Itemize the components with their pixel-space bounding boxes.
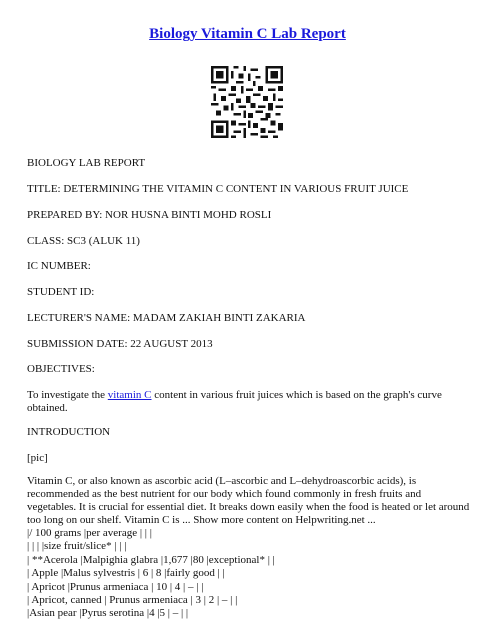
objective-text-after: content in various fruit juices which is based on the graph's curve obtained.: [27, 389, 442, 414]
table-row: |Asian pear |Pyrus serotina |4 |5 | – | |: [27, 607, 189, 620]
table-row: | | | |size fruit/slice* | | |: [27, 540, 127, 553]
objective-text-before: To investigate the: [27, 389, 108, 401]
vitamin-c-link[interactable]: vitamin C: [107, 389, 152, 401]
document-title[interactable]: Biology Vitamin C Lab Report: [149, 26, 346, 42]
objective-paragraph: [27, 389, 471, 415]
report-type-heading: BIOLOGY LAB REPORT: [27, 157, 146, 169]
ic-number-line: IC NUMBER:: [27, 260, 91, 272]
lecturer-line: LECTURER'S NAME: MADAM ZAKIAH BINTI ZAKARIA: [27, 312, 306, 324]
submission-date-line: SUBMISSION DATE: 22 AUGUST 2013: [27, 338, 213, 350]
report-title-line: TITLE: DETERMINING THE VITAMIN C CONTENT IN VARIOUS FRUIT JUICE: [27, 183, 409, 195]
prepared-by-line: PREPARED BY: NOR HUSNA BINTI MOHD ROSLI: [27, 209, 272, 221]
table-row: | Apple |Malus sylvestris | 6 | 8 |fairly good | |: [27, 567, 225, 580]
table-row: | Apricot, canned | Prunus armeniaca | 3 | 2 | – | |: [27, 594, 238, 607]
introduction-heading: INTRODUCTION: [27, 426, 111, 438]
objectives-heading: OBJECTIVES:: [27, 363, 95, 375]
table-row: |/ 100 grams |per average | | |: [27, 527, 152, 539]
picture-placeholder: [pic]: [27, 452, 48, 464]
introduction-paragraph: Vitamin C, or also known as ascorbic acid (L–ascorbic and L–dehydroascorbic acids), is recommended as the best nutrient for our body which found commonly in fresh fruits and vegetables. It is crucial for essential diet. It breaks down easily when the food is heated or let around too long on our shelf. Vitamin C is ... Show more content on Helpwriting.net ...: [27, 475, 470, 526]
qr-code-icon: [211, 66, 283, 138]
vitamin-table-rows: [27, 527, 275, 621]
class-line: CLASS: SC3 (ALUK 11): [27, 235, 140, 247]
table-row: | Apricot |Prunus armeniaca | 10 | 4 | – | |: [27, 580, 204, 593]
table-row: | **Acerola |Malpighia glabra |1,677 |80 |exceptional* | |: [27, 553, 275, 566]
student-id-line: STUDENT ID:: [27, 286, 95, 298]
